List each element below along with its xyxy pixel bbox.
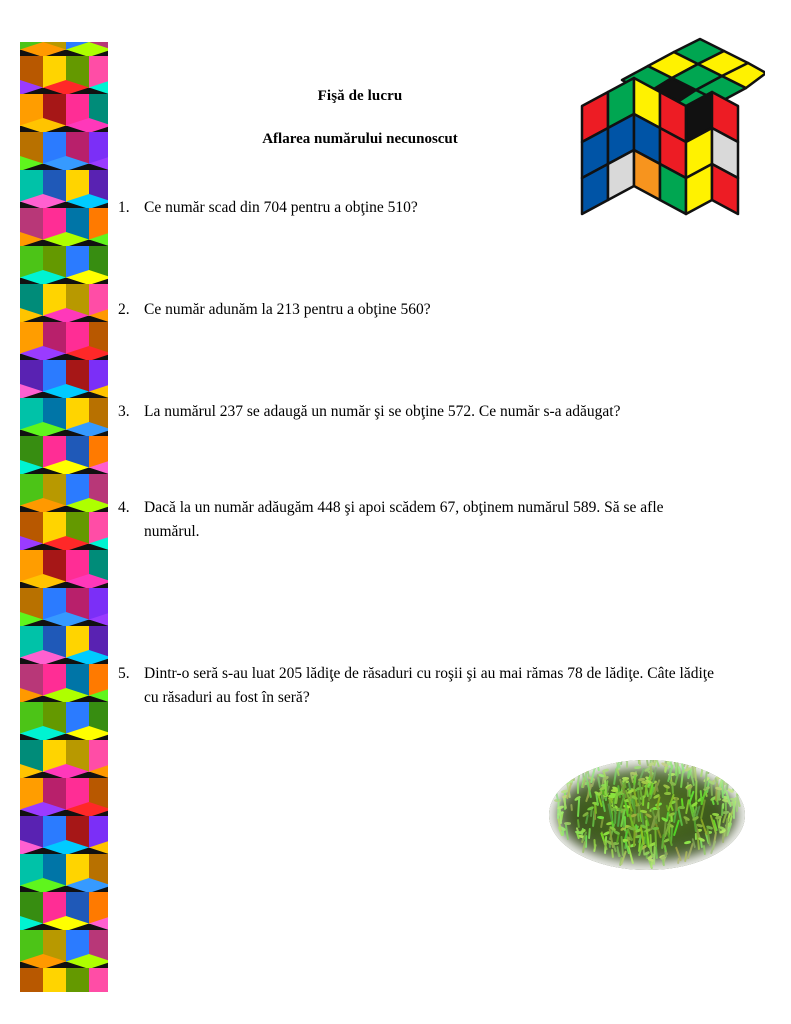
cube-tile [66, 954, 108, 992]
problem-number: 2. [118, 301, 130, 319]
problem-text: Dacă la un număr adăugăm 448 şi apoi scădem 67, obţinem numărul 589. Să se afle numărul. [144, 499, 664, 541]
problem-number: 1. [118, 199, 130, 216]
title-block [150, 88, 570, 148]
spacer [118, 322, 718, 400]
problem-list [118, 196, 718, 710]
page-subtitle: Aflarea numărului necunoscut [262, 131, 458, 147]
problem-text: Ce număr adunăm la 213 pentru a obţine 560? [144, 301, 431, 319]
problem-text: Ce număr scad din 704 pentru a obţine 510? [144, 199, 418, 216]
cube-tile [20, 954, 66, 992]
problem-number: 5. [118, 665, 130, 683]
spacer [118, 424, 718, 496]
list-item [118, 662, 718, 710]
problem-number: 4. [118, 499, 130, 517]
problem-text: La numărul 237 se adaugă un număr şi se obţine 572. Ce număr s-a adăugat? [144, 403, 621, 421]
page-title: Fişă de lucru [317, 88, 403, 104]
spacer [118, 544, 718, 662]
list-item [118, 298, 718, 322]
list-item [118, 496, 718, 544]
list-item [118, 196, 718, 220]
seedlings-photo-oval [549, 760, 745, 870]
list-item [118, 400, 718, 424]
photo-vignette [549, 760, 745, 870]
problem-number: 3. [118, 403, 130, 421]
rainbow-cubes-decorative-strip [20, 42, 108, 992]
spacer [118, 220, 718, 298]
problem-text: Dintr-o seră s-au luat 205 lădiţe de răsaduri cu roşii şi au mai rămas 78 de lădiţe. Câte lădiţe cu răsaduri au fost în seră? [144, 665, 714, 707]
